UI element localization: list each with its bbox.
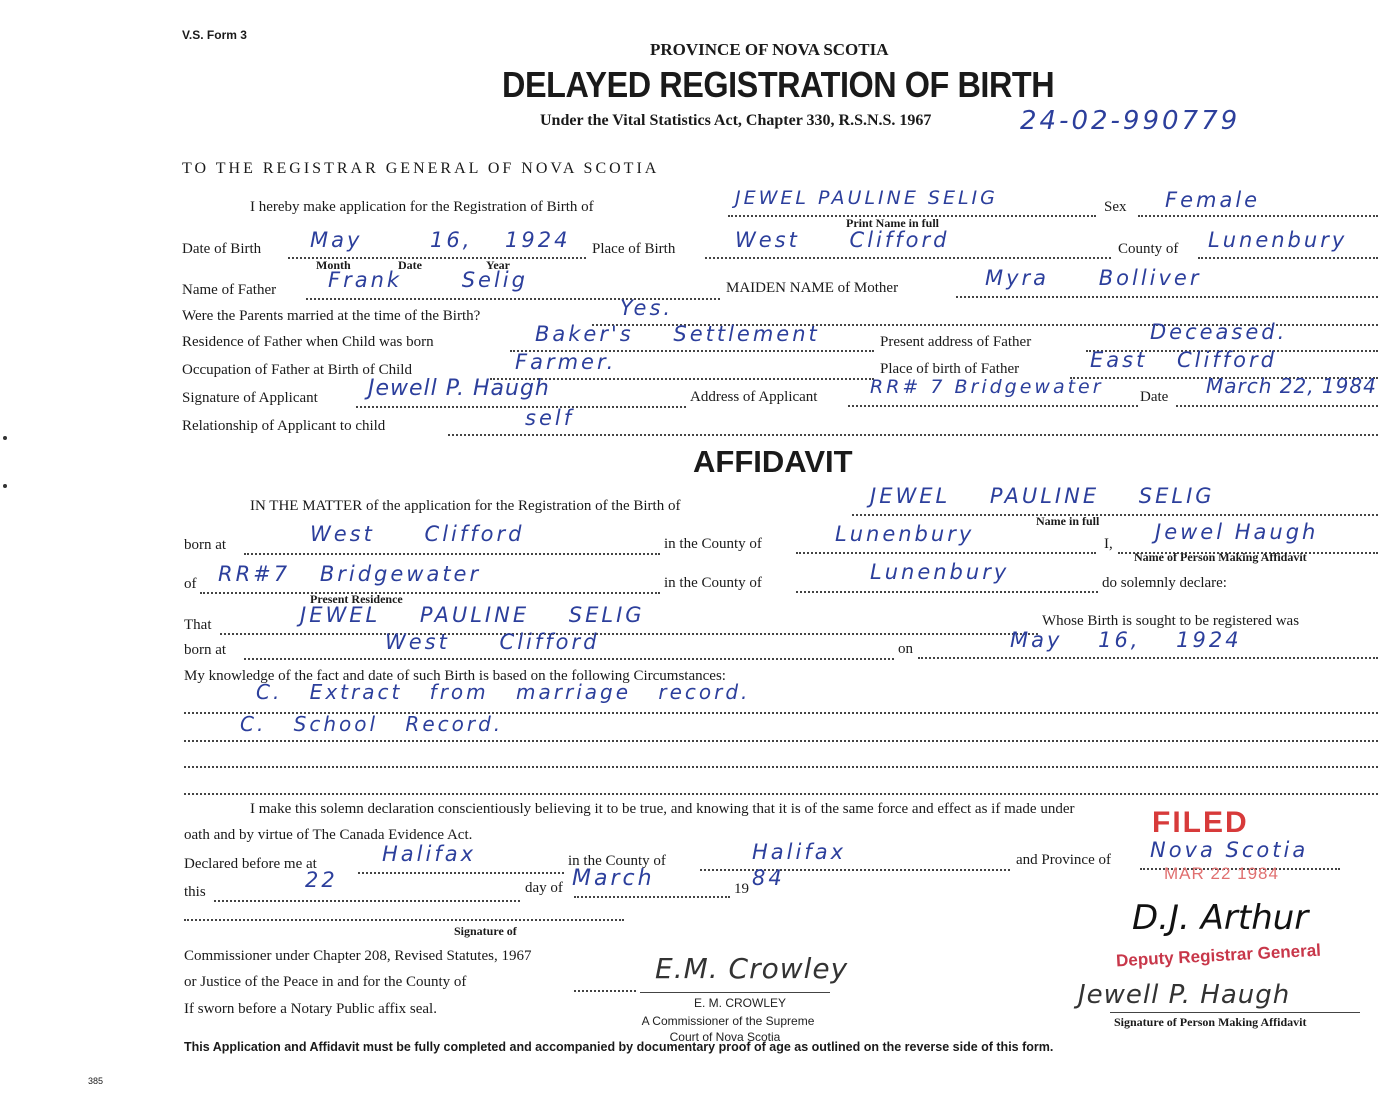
dob-month: May	[310, 228, 363, 252]
sex-label: Sex	[1104, 199, 1127, 215]
declare-label: do solemnly declare:	[1102, 575, 1227, 591]
born-at-value-2: West Clifford	[385, 630, 600, 654]
page-title: DELAYED REGISTRATION OF BIRTH	[502, 64, 1055, 105]
month-caption: Month	[316, 258, 351, 272]
matter-label: IN THE MATTER of the application for the Registration of the Birth of	[250, 498, 681, 514]
matter-name-value: JEWEL PAULINE SELIG	[870, 484, 1215, 508]
declared-county-value: Halifax	[752, 840, 847, 864]
present-address-value: Deceased.	[1150, 320, 1288, 344]
married-label: Were the Parents married at the time of the Birth?	[182, 308, 481, 324]
relationship-label: Relationship of Applicant to child	[182, 418, 386, 434]
print-name-caption: Print Name in full	[846, 216, 939, 230]
commissioner-line: Commissioner under Chapter 208, Revised Statutes, 1967	[184, 948, 532, 964]
applicant-address-label: Address of Applicant	[690, 389, 818, 405]
form-code: 385	[88, 1076, 104, 1086]
date-caption: Date	[398, 258, 422, 272]
affiant-name-value: Jewel Haugh	[1155, 520, 1319, 544]
born-at-label: born at	[184, 537, 227, 553]
dob-label: Date of Birth	[182, 241, 262, 257]
affiant-county-value: Lunenbury	[870, 560, 1010, 584]
occupation-label: Occupation of Father at Birth of Child	[182, 362, 412, 378]
that-label: That	[184, 617, 212, 633]
in-county-label-2: in the County of	[664, 575, 762, 591]
of-label: of	[184, 576, 197, 592]
residence-label: Residence of Father when Child was born	[182, 334, 434, 350]
father-birthplace-label: Place of birth of Father	[880, 361, 1020, 377]
dob-day: 16,	[430, 228, 473, 252]
circumstance-2: C. School Record.	[240, 712, 504, 736]
signature-of-caption: Signature of	[454, 924, 517, 938]
affiant-residence-value: RR#7 Bridgewater	[218, 562, 482, 586]
mother-label: MAIDEN NAME of Mother	[726, 280, 899, 296]
date-label: Date	[1140, 389, 1169, 405]
this-label: this	[184, 884, 206, 900]
year-prefix: 19	[734, 881, 749, 897]
declared-before-label: Declared before me at	[184, 856, 317, 872]
declared-place-value: Halifax	[382, 842, 477, 866]
on-label: on	[898, 641, 913, 657]
sex-value: Female	[1165, 188, 1261, 212]
month-value: March	[572, 866, 655, 891]
circumstance-1: C. Extract from marriage record.	[256, 680, 751, 704]
applicant-address-value: RR# 7 Bridgewater	[870, 376, 1104, 398]
residence-value: Baker's Settlement	[535, 322, 820, 346]
applicant-signature-value: Jewell P. Haugh	[368, 376, 550, 401]
place-of-birth-value: West Clifford	[735, 228, 950, 252]
mother-value: Myra Bolliver	[985, 266, 1202, 290]
in-county-label-3: in the County of	[568, 853, 666, 869]
punch-mark	[3, 484, 7, 488]
present-address-label: Present address of Father	[880, 334, 1032, 350]
notary-line: If sworn before a Notary Public affix seal.	[184, 1001, 437, 1017]
that-name-value: JEWEL PAULINE SELIG	[300, 603, 645, 627]
registrar-signature: D.J. Arthur	[1132, 898, 1309, 938]
commissioner-title-2: Court of Nova Scotia	[669, 1030, 781, 1044]
province-label: and Province of	[1016, 852, 1111, 868]
filed-stamp: FILED	[1152, 806, 1249, 839]
commissioner-signature: E.M. Crowley	[655, 952, 849, 985]
whose-birth-label: Whose Birth is sought to be registered was	[1042, 613, 1300, 629]
place-of-birth-label: Place of Birth	[592, 241, 676, 257]
county-label: County of	[1118, 241, 1179, 257]
affiant-name-caption: Name of Person Making Affidavit	[1134, 550, 1307, 564]
affiant-signature: Jewell P. Haugh	[1078, 980, 1291, 1010]
i-label: I,	[1104, 536, 1113, 552]
county-value: Lunenbury	[1208, 228, 1348, 252]
in-county-label: in the County of	[664, 536, 762, 552]
province-heading: PROVINCE OF NOVA SCOTIA	[650, 40, 889, 59]
applicant-signature-label: Signature of Applicant	[182, 390, 318, 406]
form-number: V.S. Form 3	[182, 28, 247, 42]
deputy-registrar-stamp: Deputy Registrar General	[1115, 940, 1322, 971]
name-in-full-caption: Name in full	[1036, 514, 1100, 528]
registration-number: 24-02-990779	[1020, 106, 1241, 136]
father-birthplace-value: East Clifford	[1090, 348, 1277, 372]
addressee: TO THE REGISTRAR GENERAL OF NOVA SCOTIA	[182, 160, 660, 177]
affidavit-heading: AFFIDAVIT	[693, 444, 853, 479]
page-subtitle: Under the Vital Statistics Act, Chapter 330, R.S.N.S. 1967	[540, 112, 932, 129]
solemn-declaration-line-2: oath and by virtue of The Canada Evidence Act.	[184, 827, 473, 843]
year-caption: Year	[486, 258, 510, 272]
commissioner-title-1: A Commissioner of the Supreme	[641, 1014, 815, 1028]
justice-line: or Justice of the Peace in and for the County of	[184, 974, 467, 990]
day-value: 22	[305, 868, 338, 892]
day-of-label: day of	[525, 880, 563, 896]
occupation-value: Farmer.	[515, 350, 617, 374]
footer-note: This Application and Affidavit must be fully completed and accompanied by documentary proof of age as outlined on the reverse side of this form.	[184, 1040, 1054, 1054]
on-date-value: May 16, 1924	[1010, 628, 1242, 652]
born-at-value: West Clifford	[310, 522, 525, 546]
year-value: 84	[752, 866, 785, 890]
solemn-declaration-line-1: I make this solemn declaration conscientiously believing it to be true, and knowing that it is of the same force and effect as if made under	[250, 801, 1075, 817]
father-value: Frank Selig	[328, 268, 528, 292]
application-intro-label: I hereby make application for the Registration of Birth of	[250, 199, 594, 215]
born-at-label-2: born at	[184, 642, 227, 658]
knowledge-label: My knowledge of the fact and date of such Birth is based on the following Circumstances:	[184, 668, 726, 684]
relationship-value: self	[525, 406, 575, 430]
dob-year: 1924	[505, 228, 571, 252]
punch-mark	[3, 436, 7, 440]
father-label: Name of Father	[182, 282, 277, 298]
affiant-signature-caption: Signature of Person Making Affidavit	[1114, 1015, 1307, 1029]
affidavit-county-value: Lunenbury	[835, 522, 975, 546]
date-value: March 22, 1984	[1206, 374, 1377, 398]
married-value: Yes.	[620, 296, 674, 320]
present-residence-caption: Present Residence	[310, 592, 403, 606]
declared-province-value: Nova Scotia	[1150, 838, 1309, 862]
filed-date-stamp: MAR 22 1984	[1164, 864, 1279, 883]
child-name-value: JEWEL PAULINE SELIG	[735, 187, 998, 209]
commissioner-name: E. M. CROWLEY	[693, 996, 786, 1010]
